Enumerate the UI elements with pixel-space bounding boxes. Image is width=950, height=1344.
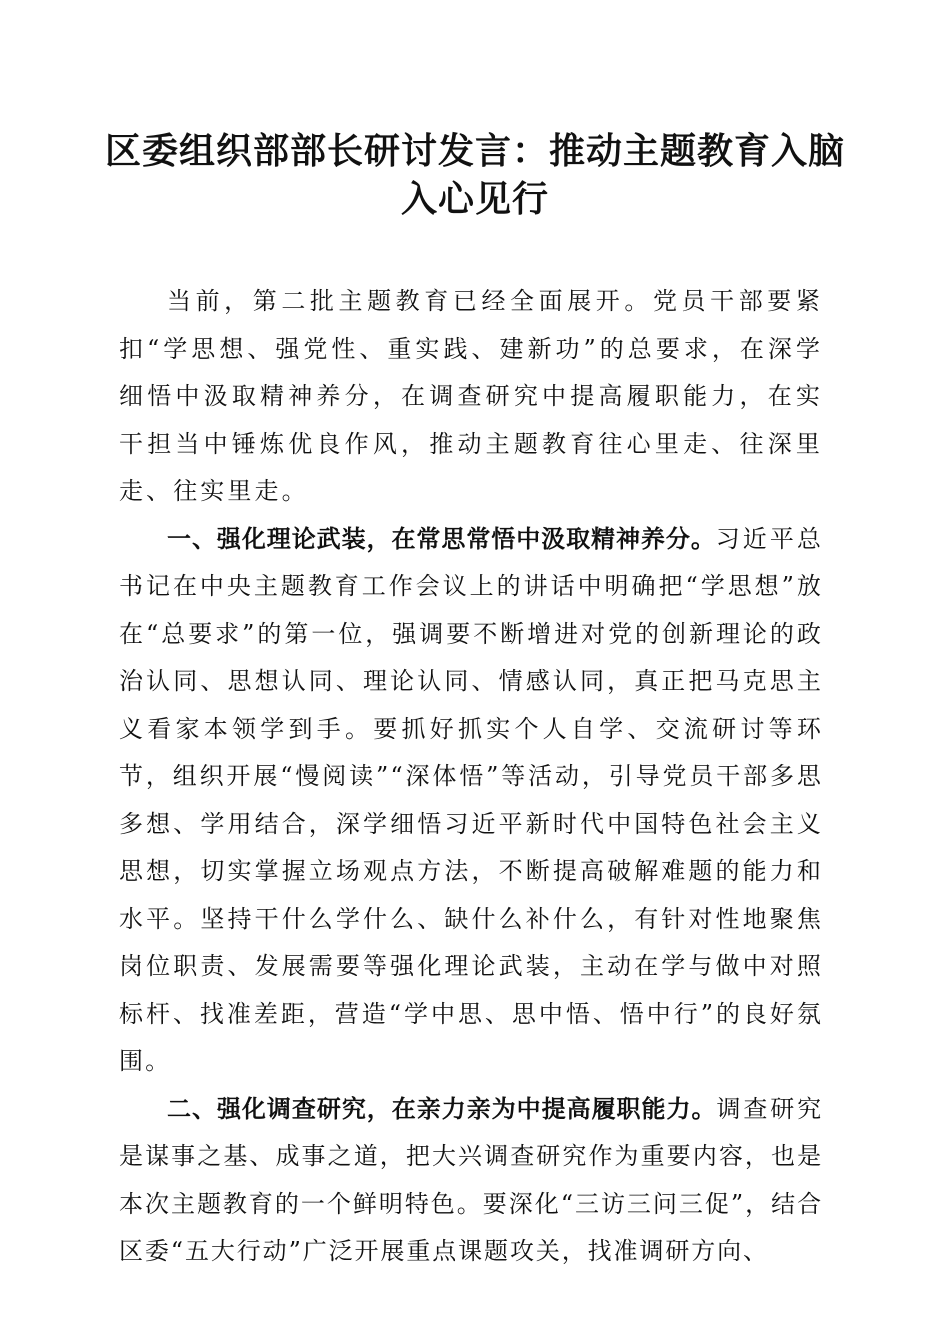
section-1-text: 习近平总书记在中央主题教育工作会议上的讲话中明确把“学思想”放在“总要求”的第一位，强调要不断增进对党的创新理论的政治认同、思想认同、理论认同、情感认同，真正把马克思主义看家本领学到手。要抓好抓实个人自学、交流研讨等环节，组织开展“慢阅读”“深体悟”等活动，引导党员干部多思多想、学用结合，深学细悟习近平新时代中国特色社会主义思想，切实掌握立场观点方法，不断提高破解难题的能力和水平。坚持干什么学什么、缺什么补什么，有针对性地聚焦岗位职责、发展需要等强化理论武装，主动在学与做中对照标杆、找准差距，营造“学中思、思中悟、悟中行”的良好氛围。: [119, 524, 823, 1075]
section-2-heading: 二、强化调查研究，在亲力亲为中提高履职能力。: [167, 1094, 717, 1123]
section-1-paragraph: [119, 516, 823, 1086]
title-line-2: 入心见行: [400, 179, 549, 220]
intro-paragraph-text: 当前，第二批主题教育已经全面展开。党员干部要紧扣“学思想、强党性、重实践、建新功”的总要求，在深学细悟中汲取精神养分，在调查研究中提高履职能力，在实干担当中锤炼优良作风，推动主题教育往心里走、往深里走、往实里走。: [119, 287, 823, 505]
section-1-heading: 一、强化理论武装，在常思常悟中汲取精神养分。: [167, 524, 716, 553]
page-title: [100, 128, 850, 224]
section-2-text: 调查研究是谋事之基、成事之道，把大兴调查研究作为重要内容，也是本次主题教育的一个鲜明特色。要深化“三访三问三促”，结合区委“五大行动”广泛开展重点课题攻关，找准调研方向、: [119, 1094, 823, 1265]
section-2-paragraph: [119, 1086, 823, 1276]
intro-paragraph: [119, 278, 823, 516]
document-body: [119, 278, 823, 1276]
title-line-1: 区委组织部部长研讨发言：推动主题教育入脑: [104, 131, 845, 172]
